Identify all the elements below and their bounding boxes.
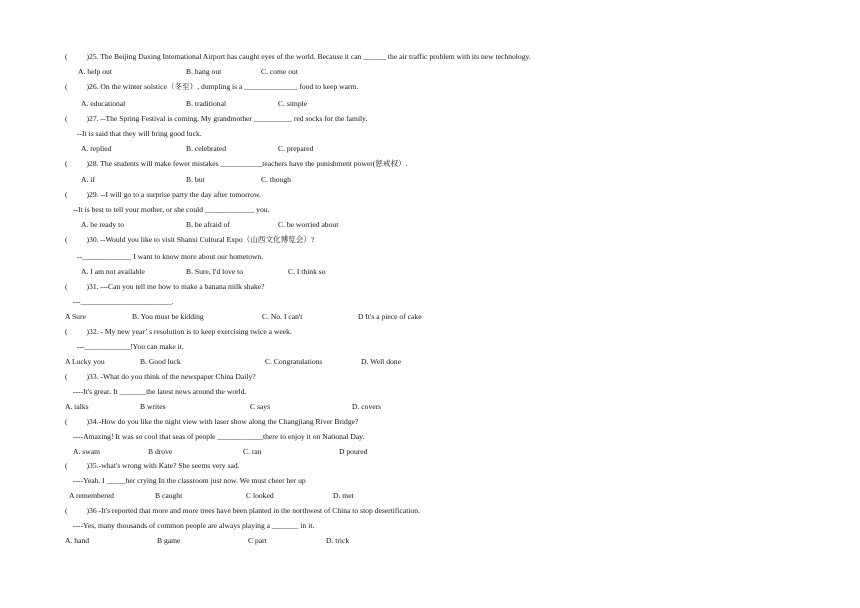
question-26-stem: ( )26. On the winter solstice（冬至）, dumpling is a ______________ food to keep warm.: [65, 82, 359, 91]
question-33-option-c: C says: [250, 402, 271, 411]
question-34-option-b: B drove: [148, 447, 173, 456]
question-31-option-d: D It's a piece of cake: [358, 312, 422, 321]
question-32-stem: ( )32. - My new year’ s resolution is to keep exercising twice a week.: [65, 327, 292, 336]
question-33-dialog: ----It's great. It _______the latest news around the world.: [73, 387, 247, 396]
question-33-stem: ( )33. -What do you think of the newspaper China Daily?: [65, 372, 256, 381]
question-27-dialog: --It is said that they will bring good luck.: [77, 129, 202, 138]
question-27-option-a: A. replied: [81, 144, 112, 153]
question-31-option-b: B. You must be kidding: [132, 312, 204, 321]
question-36-option-d: D. trick: [326, 536, 350, 545]
question-29-option-c: C. be worried about: [278, 220, 339, 229]
question-29-option-a: A. be ready to: [81, 220, 125, 229]
question-36-stem: ( )36 -It's reported that more and more trees have been planted in the northwest of China to stop desertification.: [65, 506, 421, 515]
question-35-dialog: ----Yeah. I _____her crying In the classroom just now. We must cheer her up: [73, 476, 306, 485]
question-35-stem: ( )35.-what's wrong with Kate? She seems very sad.: [65, 461, 240, 470]
question-31-stem: ( )31. ---Can you tell me how to make a banana milk shake?: [65, 282, 265, 291]
question-34-stem: ( )34.-How do you like the night view with laser show along the Changjiang River Bridge?: [65, 417, 359, 426]
question-36-option-a: A. hand: [65, 536, 90, 545]
question-30-option-b: B. Sure, I'd love to: [186, 267, 244, 276]
question-33-option-b: B writes: [140, 402, 166, 411]
question-33-option-a: A. talks: [65, 402, 89, 411]
question-30-option-a: A. I am not available: [81, 267, 145, 276]
question-28-option-a: A. if: [81, 175, 95, 184]
question-34-option-c: C. ran: [243, 447, 262, 456]
question-25-option-a: A. help out: [78, 67, 112, 76]
question-33-option-d: D. covers: [352, 402, 382, 411]
question-31-option-c: C. No. I can't: [262, 312, 303, 321]
question-34-option-a: A. swam: [73, 447, 100, 456]
question-25-option-c: C. come out: [261, 67, 298, 76]
question-26-option-a: A. educational: [81, 99, 126, 108]
question-28-stem: ( )28. The students will make fewer mistakes ___________teachers have the punishment power(惩戒权）.: [65, 159, 408, 168]
question-25-option-b: B. hang out: [186, 67, 222, 76]
question-35-option-c: C looked: [246, 491, 274, 500]
question-26-option-b: B. traditional: [186, 99, 227, 108]
question-35-option-a: A remembered: [69, 491, 114, 500]
question-29-option-b: B. be afraid of: [186, 220, 230, 229]
question-32-option-b: B. Good luck: [140, 357, 181, 366]
question-30-dialog: --_____________ I want to know more about our hometown.: [77, 252, 264, 261]
question-31-option-a: A Sure: [65, 312, 86, 321]
question-35-option-d: D. met: [333, 491, 354, 500]
question-27-option-c: C. prepared: [278, 144, 314, 153]
question-34-option-d: D poured: [339, 447, 368, 456]
question-30-stem: ( )30. --Would you like to visit Shanxi Cultural Expo（山西文化博览会）?: [65, 235, 315, 244]
question-31-dialog: ---________________________.: [73, 297, 174, 306]
question-27-stem: ( )27. --The Spring Festival is coming. My grandmother __________ red socks for the family.: [65, 114, 368, 123]
question-26-option-c: C. simple: [278, 99, 308, 108]
question-29-stem: ( )29. --I will go to a surprise party the day after tomorrow.: [65, 190, 261, 199]
question-32-option-c: C. Congratulations: [265, 357, 323, 366]
question-25-stem: ( )25. The Beijing Daxing International Airport has caught eyes of the world. Because it can ______ the air traffic problem with its new technology.: [65, 52, 531, 61]
question-32-dialog: ---____________!You can make it.: [77, 342, 184, 351]
question-36-option-b: B game: [157, 536, 181, 545]
question-35-option-b: B caught: [155, 491, 183, 500]
question-36-dialog: ----Yes, many thousands of common people are always playing a _______ in it.: [73, 521, 315, 530]
question-28-option-b: B. but: [186, 175, 205, 184]
question-32-option-d: D. Well done: [361, 357, 401, 366]
question-30-option-c: C. I think so: [288, 267, 326, 276]
question-36-option-c: C part: [248, 536, 267, 545]
question-27-option-b: B. celebrated: [186, 144, 227, 153]
question-32-option-a: A Lucky you: [65, 357, 105, 366]
question-34-dialog: ----Amazing! It was so cool that seas of people ____________there to enjoy it on National Day.: [73, 432, 365, 441]
question-29-dialog: --It is best to tell your mother, or she could _____________ you.: [73, 205, 270, 214]
question-28-option-c: C. though: [261, 175, 291, 184]
